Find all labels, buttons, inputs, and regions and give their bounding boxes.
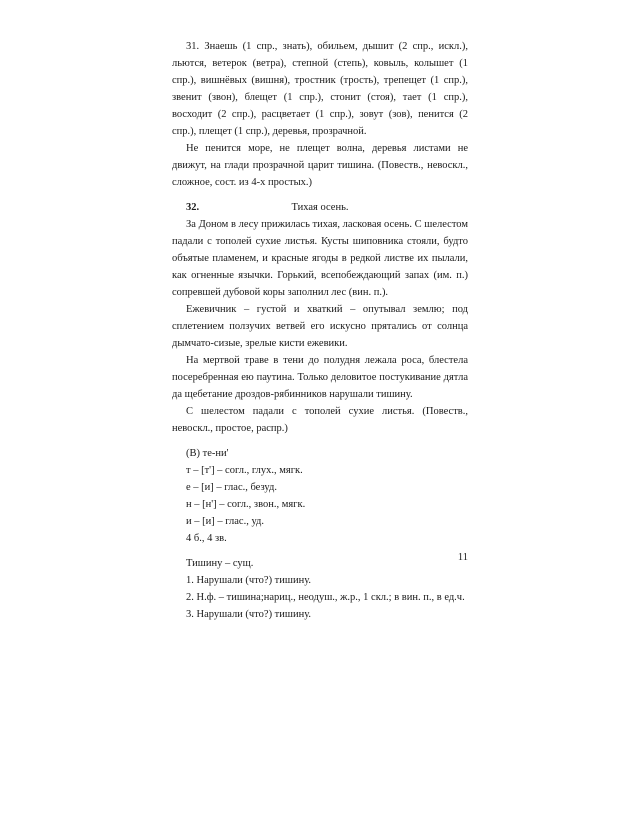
analysis-sentence: С шелестом падали с тополей сухие листья. (Повеств., невоскл., простое, распр.) <box>172 406 468 434</box>
phonetic-line: т – [т'] – согл., глух., мягк. <box>186 465 303 476</box>
phonetic-line: и – [и] – глас., уд. <box>186 516 264 527</box>
phonetic-line: (В) те-ни' <box>186 448 229 459</box>
text-paragraph: За Доном в лесу прижилась тихая, ласковая осень. С шелестом падали с тополей сухие листья. Кусты шиповника стояли, будто объятые пламенем, и красные ягоды в редкой листве их пылали, как огненные язычки. Горький, всепобеждающий запах (им. п.) сопревшей дубовой коры заполнил лес (вин. п.). <box>172 219 468 298</box>
exercise-31-paragraph: 31. Знаешь (1 спр., знать), обильем, дышит (2 спр., искл.), льются, ветерок (ветра), степной (степь), ковыль, колышет (1 спр.), вишнёвых (вишня), тростник (трость), трепещет (1 спр.), звенит (звон), блещет (1 спр.), стонит (стоя), тает (1 спр.), восходит (2 спр.), расцветает (1 спр.), зовут (зов), пенится (2 спр.), плещет (1 спр.), деревья, прозрачной. <box>172 41 468 137</box>
phonetic-line: 4 б., 4 зв. <box>186 533 227 544</box>
text-paragraph: На мертвой траве в тени до полудня лежала роса, блестела посеребренная ею паутина. Только деловитое постукивание дятла да щебетание дроздов-рябинников нарушали тишину. <box>172 355 468 400</box>
morphology-line: 1. Нарушали (что?) тишину. <box>186 575 312 586</box>
exercise-32-number: 32. <box>186 202 200 213</box>
text-paragraph: Ежевичник – густой и хваткий – опутывал землю; под сплетением ползучих ветвей его искусно прятались от солнца дымчато-сизые, зрелые кисти ежевики. <box>172 304 468 349</box>
exercise-32-title: Тихая осень. <box>291 202 349 213</box>
morphology-line: Тишину – сущ. <box>186 558 254 569</box>
page-content <box>172 38 468 623</box>
exercise-31-sentence: Не пенится море, не плещет волна, деревья листами не движут, на глади прозрачной царит тишина. (Повеств., невоскл., сложное, сост. из 4-х простых.) <box>172 143 468 188</box>
phonetic-line: е – [и] – глас., безуд. <box>186 482 277 493</box>
morphology-line: 3. Нарушали (что?) тишину. <box>186 609 312 620</box>
phonetic-line: н – [н'] – согл., звон., мягк. <box>186 499 306 510</box>
page-number: 11 <box>457 552 468 563</box>
exercise-32-heading <box>172 199 468 216</box>
morphology-line: 2. Н.ф. – тишина;нариц., неодуш., ж.р., 1 скл.; в вин. п., в ед.ч. <box>186 592 465 603</box>
